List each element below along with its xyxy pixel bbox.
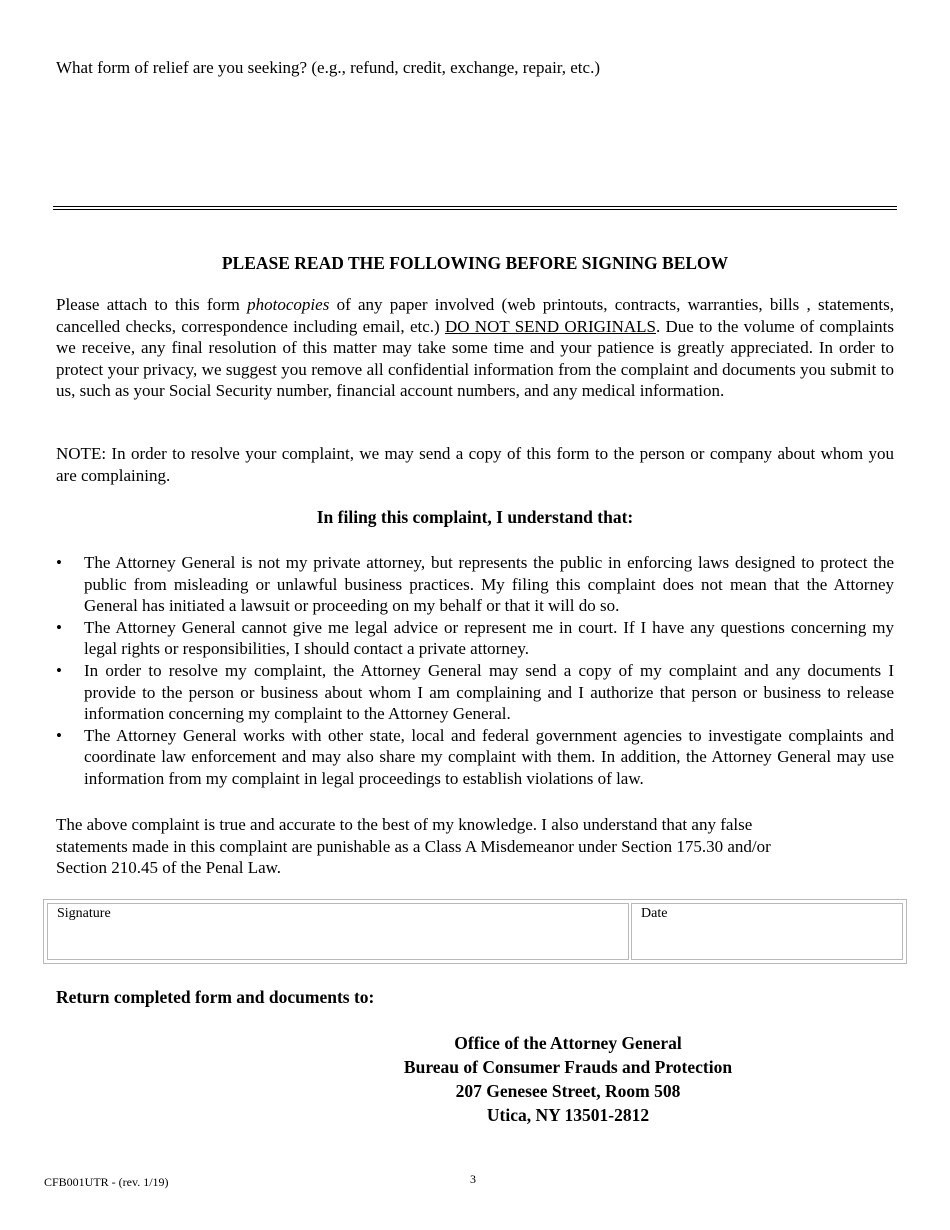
date-label: Date (641, 906, 668, 921)
read-before-signing-heading: PLEASE READ THE FOLLOWING BEFORE SIGNING BELOW (221, 253, 729, 273)
signature-label: Signature (57, 906, 111, 921)
list-item (56, 660, 894, 725)
attach-text-2: of any paper involved (web printouts, contracts, warranties, bills , statements, cancelled checks, correspondence including email, etc.) (56, 295, 895, 336)
bullet-icon: • (56, 553, 62, 572)
list-item-text: In order to resolve my complaint, the Attorney General may send a copy of my complaint and any documents I provide to the person or business about whom I am complaining and I authorize that person or business to release information concerning my complaint to the Attorney General. (84, 660, 894, 724)
page-number: 3 (470, 1172, 476, 1186)
do-not-send-originals: DO NOT SEND ORIGINALS (444, 316, 656, 336)
photocopies-emphasis: photocopies (247, 295, 330, 314)
date-field[interactable] (631, 903, 903, 960)
signature-table (43, 899, 907, 964)
list-item-text: The Attorney General works with other state, local and federal government agencies to investigate complaints and coordinate law enforcement and may also share my complaint with them. In addition, the Attorney General may use information from my complaint in legal proceedings to establish violations of law. (84, 725, 894, 788)
relief-question: What form of relief are you seeking? (e.g., refund, credit, exchange, repair, etc.) (56, 58, 600, 77)
attach-text-1: Please attach to this form (56, 295, 248, 314)
address-city: Utica, NY 13501-2812 (486, 1105, 650, 1125)
bullet-icon: • (56, 660, 62, 680)
form-code: CFB001UTR - (rev. 1/19) (44, 1175, 169, 1189)
declaration-line: Section 210.45 of the Penal Law. (56, 858, 282, 878)
section-divider (53, 206, 897, 210)
list-item-text: The Attorney General is not my private attorney, but represents the public in enforcing laws designed to protect the public from misleading or unlawful business practices. My filing this complaint does not mean that the Attorney General has initiated a lawsuit or proceeding on my behalf or that it will do so. (84, 553, 894, 616)
bullet-icon: • (56, 617, 62, 637)
bullet-icon: • (56, 725, 62, 745)
declaration-paragraph (56, 814, 894, 879)
attach-paragraph (56, 294, 894, 402)
attach-text-3: . Due to the volume of complaints we receive, any final resolution of this matter may take some time and your patience is greatly appreciated. In order to protect your privacy, we suggest you remove all confidential information from the complaint and documents you submit to us, such as your Social Security number, financial account numbers, and any medical information. (56, 316, 894, 401)
declaration-line: statements made in this complaint are punishable as a Class A Misdemeanor under Section 175.30 and/or (56, 836, 771, 856)
return-instructions: Return completed form and documents to: (56, 987, 375, 1007)
signature-field[interactable] (47, 903, 629, 960)
address-office: Office of the Attorney General (454, 1033, 682, 1053)
address-bureau: Bureau of Consumer Frauds and Protection (403, 1057, 733, 1077)
list-item (56, 725, 894, 790)
note-paragraph: NOTE: In order to resolve your complaint, we may send a copy of this form to the person or company about whom you are complaining. (56, 444, 894, 485)
filing-heading: In filing this complaint, I understand that: (316, 507, 634, 527)
list-item (56, 552, 894, 617)
declaration-line: The above complaint is true and accurate to the best of my knowledge. I also understand that any false (56, 815, 753, 834)
mailing-address (393, 1031, 743, 1127)
understanding-list (56, 552, 894, 790)
address-street: 207 Genesee Street, Room 508 (455, 1081, 681, 1101)
list-item (56, 617, 894, 660)
list-item-text: The Attorney General cannot give me legal advice or represent me in court. If I have any questions concerning my legal rights or responsibilities, I should contact a private attorney. (84, 617, 894, 659)
